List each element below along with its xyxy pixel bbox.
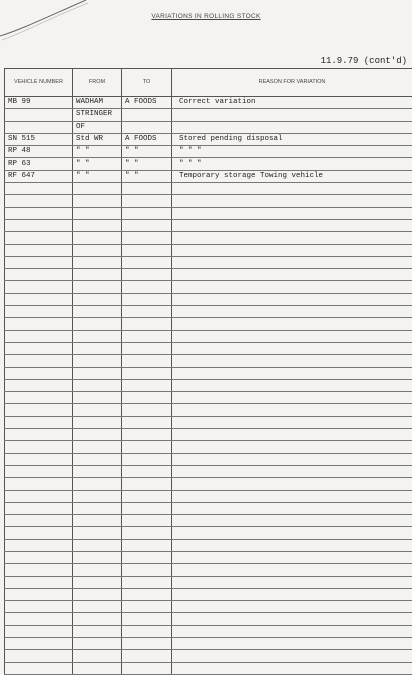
reason-cell — [172, 121, 412, 133]
from-cell: WADHAM — [73, 97, 122, 109]
from-cell — [73, 256, 122, 268]
vehicle-cell — [5, 318, 73, 330]
to-cell — [122, 121, 172, 133]
from-cell — [73, 269, 122, 281]
table-row — [5, 256, 412, 268]
from-cell — [73, 281, 122, 293]
to-cell — [122, 601, 172, 613]
table-row — [5, 478, 412, 490]
reason-cell: Stored pending disposal — [172, 133, 412, 145]
table-row — [5, 121, 412, 133]
to-cell — [122, 539, 172, 551]
vehicle-cell — [5, 601, 73, 613]
vehicle-cell — [5, 515, 73, 527]
table-row — [5, 97, 412, 109]
vehicle-cell — [5, 502, 73, 514]
to-cell — [122, 306, 172, 318]
reason-cell — [172, 453, 412, 465]
reason-cell: Temporary storage Towing vehicle — [172, 170, 412, 182]
table-row — [5, 355, 412, 367]
from-cell — [73, 355, 122, 367]
header-from: FROM — [73, 69, 122, 97]
to-cell — [122, 564, 172, 576]
to-cell — [122, 465, 172, 477]
vehicle-cell: SN 515 — [5, 133, 73, 145]
table-header-row — [5, 69, 412, 97]
reason-cell — [172, 564, 412, 576]
vehicle-cell — [5, 306, 73, 318]
vehicle-cell — [5, 121, 73, 133]
vehicle-cell — [5, 453, 73, 465]
vehicle-cell — [5, 232, 73, 244]
from-cell — [73, 601, 122, 613]
vehicle-cell — [5, 478, 73, 490]
vehicle-cell — [5, 392, 73, 404]
reason-cell — [172, 404, 412, 416]
reason-cell — [172, 306, 412, 318]
date-label: 11.9.79 (cont'd) — [321, 56, 407, 66]
from-cell — [73, 638, 122, 650]
table-row — [5, 527, 412, 539]
from-cell — [73, 244, 122, 256]
to-cell — [122, 281, 172, 293]
to-cell — [122, 318, 172, 330]
vehicle-cell — [5, 662, 73, 674]
from-cell — [73, 576, 122, 588]
table-row — [5, 367, 412, 379]
from-cell — [73, 219, 122, 231]
reason-cell — [172, 527, 412, 539]
vehicle-cell — [5, 207, 73, 219]
vehicle-cell: RP 48 — [5, 146, 73, 158]
to-cell — [122, 330, 172, 342]
vehicle-cell — [5, 219, 73, 231]
vehicle-cell — [5, 379, 73, 391]
vehicle-cell: MB 99 — [5, 97, 73, 109]
from-cell — [73, 564, 122, 576]
from-cell — [73, 551, 122, 563]
reason-cell — [172, 429, 412, 441]
table-row — [5, 429, 412, 441]
from-cell: " " — [73, 170, 122, 182]
from-cell — [73, 539, 122, 551]
from-cell: OF — [73, 121, 122, 133]
to-cell — [122, 650, 172, 662]
reason-cell — [172, 650, 412, 662]
table-row — [5, 416, 412, 428]
table-row — [5, 244, 412, 256]
from-cell — [73, 306, 122, 318]
vehicle-cell — [5, 638, 73, 650]
table-row — [5, 293, 412, 305]
reason-cell — [172, 342, 412, 354]
to-cell — [122, 207, 172, 219]
vehicle-cell — [5, 256, 73, 268]
to-cell — [122, 453, 172, 465]
from-cell — [73, 330, 122, 342]
to-cell — [122, 392, 172, 404]
pen-stroke-mark — [0, 0, 90, 45]
from-cell — [73, 662, 122, 674]
table-row — [5, 515, 412, 527]
table-row — [5, 453, 412, 465]
table-row — [5, 170, 412, 182]
vehicle-cell — [5, 330, 73, 342]
table-row — [5, 502, 412, 514]
from-cell — [73, 342, 122, 354]
to-cell — [122, 269, 172, 281]
reason-cell: Correct variation — [172, 97, 412, 109]
vehicle-cell — [5, 625, 73, 637]
vehicle-cell — [5, 465, 73, 477]
header-vehicle-number: VEHICLE NUMBER — [5, 69, 73, 97]
vehicle-cell — [5, 564, 73, 576]
table-row — [5, 109, 412, 121]
to-cell — [122, 183, 172, 195]
table-row — [5, 650, 412, 662]
table-row — [5, 625, 412, 637]
reason-cell — [172, 355, 412, 367]
table-row — [5, 318, 412, 330]
to-cell — [122, 244, 172, 256]
from-cell — [73, 318, 122, 330]
table-row — [5, 281, 412, 293]
reason-cell — [172, 601, 412, 613]
reason-cell — [172, 441, 412, 453]
table-row — [5, 601, 412, 613]
vehicle-cell — [5, 441, 73, 453]
to-cell: " " — [122, 146, 172, 158]
to-cell — [122, 416, 172, 428]
header-to: TO — [122, 69, 172, 97]
from-cell — [73, 429, 122, 441]
reason-cell — [172, 416, 412, 428]
from-cell — [73, 183, 122, 195]
vehicle-cell — [5, 244, 73, 256]
vehicle-cell — [5, 404, 73, 416]
to-cell — [122, 355, 172, 367]
from-cell — [73, 392, 122, 404]
reason-cell — [172, 318, 412, 330]
reason-cell — [172, 207, 412, 219]
to-cell — [122, 551, 172, 563]
reason-cell — [172, 588, 412, 600]
from-cell: Std WR — [73, 133, 122, 145]
to-cell — [122, 502, 172, 514]
reason-cell — [172, 281, 412, 293]
header-reason: REASON FOR VARIATION — [172, 69, 412, 97]
to-cell — [122, 256, 172, 268]
to-cell — [122, 342, 172, 354]
vehicle-cell — [5, 195, 73, 207]
reason-cell — [172, 379, 412, 391]
table-row — [5, 146, 412, 158]
table-body — [5, 97, 412, 675]
table-row — [5, 269, 412, 281]
reason-cell — [172, 293, 412, 305]
from-cell: STRINGER — [73, 109, 122, 121]
vehicle-cell — [5, 429, 73, 441]
reason-cell — [172, 219, 412, 231]
reason-cell — [172, 269, 412, 281]
table-row — [5, 232, 412, 244]
from-cell — [73, 502, 122, 514]
to-cell: " " — [122, 158, 172, 170]
reason-cell — [172, 478, 412, 490]
table-row — [5, 219, 412, 231]
table-row — [5, 158, 412, 170]
table-row — [5, 183, 412, 195]
reason-cell — [172, 638, 412, 650]
vehicle-cell — [5, 613, 73, 625]
from-cell — [73, 527, 122, 539]
to-cell — [122, 232, 172, 244]
reason-cell — [172, 490, 412, 502]
to-cell — [122, 293, 172, 305]
reason-cell — [172, 244, 412, 256]
table-row — [5, 207, 412, 219]
vehicle-cell — [5, 269, 73, 281]
from-cell — [73, 650, 122, 662]
from-cell — [73, 367, 122, 379]
table-row — [5, 551, 412, 563]
vehicle-cell — [5, 588, 73, 600]
table-row — [5, 638, 412, 650]
reason-cell — [172, 613, 412, 625]
from-cell — [73, 416, 122, 428]
vehicle-cell: RF 647 — [5, 170, 73, 182]
from-cell — [73, 232, 122, 244]
vehicle-cell — [5, 367, 73, 379]
vehicle-cell — [5, 490, 73, 502]
to-cell: A FOODS — [122, 97, 172, 109]
to-cell — [122, 195, 172, 207]
vehicle-cell — [5, 576, 73, 588]
from-cell: " " — [73, 146, 122, 158]
table-row — [5, 588, 412, 600]
to-cell — [122, 662, 172, 674]
from-cell — [73, 588, 122, 600]
to-cell — [122, 404, 172, 416]
from-cell — [73, 379, 122, 391]
vehicle-cell — [5, 109, 73, 121]
reason-cell — [172, 502, 412, 514]
vehicle-cell — [5, 416, 73, 428]
table-row — [5, 379, 412, 391]
reason-cell — [172, 183, 412, 195]
table-row — [5, 564, 412, 576]
reason-cell — [172, 367, 412, 379]
reason-cell: " " " — [172, 146, 412, 158]
reason-cell — [172, 515, 412, 527]
from-cell — [73, 515, 122, 527]
rolling-stock-table — [4, 68, 412, 675]
reason-cell: " " " — [172, 158, 412, 170]
vehicle-cell — [5, 355, 73, 367]
table-row — [5, 306, 412, 318]
from-cell — [73, 490, 122, 502]
to-cell — [122, 515, 172, 527]
to-cell — [122, 638, 172, 650]
from-cell — [73, 404, 122, 416]
from-cell — [73, 453, 122, 465]
table-row — [5, 490, 412, 502]
to-cell — [122, 429, 172, 441]
table-row — [5, 342, 412, 354]
to-cell — [122, 367, 172, 379]
reason-cell — [172, 392, 412, 404]
to-cell — [122, 576, 172, 588]
reason-cell — [172, 551, 412, 563]
table-row — [5, 613, 412, 625]
reason-cell — [172, 256, 412, 268]
from-cell — [73, 465, 122, 477]
to-cell — [122, 379, 172, 391]
table-row — [5, 576, 412, 588]
table-row — [5, 330, 412, 342]
table-row — [5, 392, 412, 404]
to-cell — [122, 441, 172, 453]
to-cell — [122, 613, 172, 625]
table-row — [5, 662, 412, 674]
from-cell — [73, 613, 122, 625]
vehicle-cell — [5, 342, 73, 354]
vehicle-cell — [5, 183, 73, 195]
from-cell — [73, 195, 122, 207]
vehicle-cell — [5, 281, 73, 293]
reason-cell — [172, 330, 412, 342]
to-cell — [122, 527, 172, 539]
to-cell: " " — [122, 170, 172, 182]
table-row — [5, 195, 412, 207]
table-row — [5, 539, 412, 551]
to-cell: A FOODS — [122, 133, 172, 145]
to-cell — [122, 478, 172, 490]
reason-cell — [172, 232, 412, 244]
vehicle-cell — [5, 293, 73, 305]
from-cell — [73, 625, 122, 637]
reason-cell — [172, 109, 412, 121]
to-cell — [122, 588, 172, 600]
vehicle-cell — [5, 650, 73, 662]
from-cell: " " — [73, 158, 122, 170]
reason-cell — [172, 576, 412, 588]
reason-cell — [172, 195, 412, 207]
vehicle-cell — [5, 551, 73, 563]
from-cell — [73, 293, 122, 305]
table-row — [5, 465, 412, 477]
reason-cell — [172, 662, 412, 674]
reason-cell — [172, 625, 412, 637]
from-cell — [73, 478, 122, 490]
table-row — [5, 441, 412, 453]
reason-cell — [172, 465, 412, 477]
from-cell — [73, 441, 122, 453]
table-row — [5, 404, 412, 416]
reason-cell — [172, 539, 412, 551]
vehicle-cell — [5, 539, 73, 551]
vehicle-cell: RP 63 — [5, 158, 73, 170]
to-cell — [122, 219, 172, 231]
page-title: VARIATIONS IN ROLLING STOCK — [0, 13, 412, 20]
to-cell — [122, 625, 172, 637]
to-cell — [122, 109, 172, 121]
table-row — [5, 133, 412, 145]
vehicle-cell — [5, 527, 73, 539]
to-cell — [122, 490, 172, 502]
from-cell — [73, 207, 122, 219]
